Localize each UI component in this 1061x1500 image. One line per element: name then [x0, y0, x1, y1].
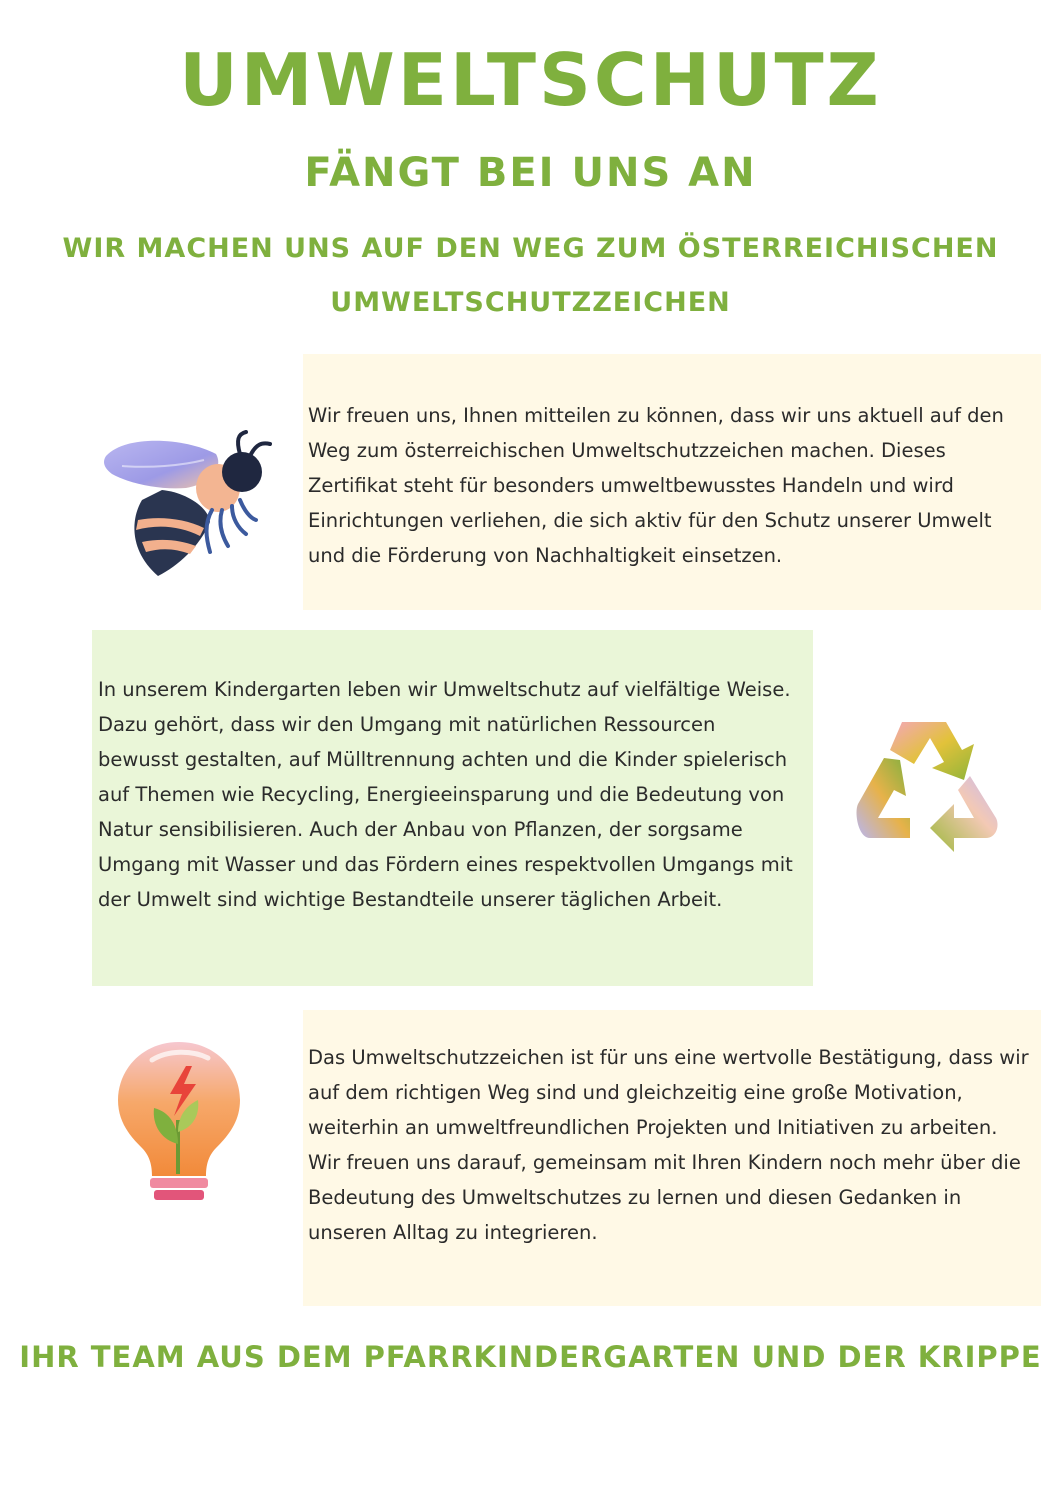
bee-icon [100, 428, 280, 580]
page-tagline: WIR MACHEN UNS AUF DEN WEG ZUM ÖSTERREICHISCHEN UMWELTSCHUTZZEICHEN [62, 233, 999, 318]
section-text-motivation: Das Umweltschutzzeichen ist für uns eine wertvolle Bestätigung, dass wir auf dem richtigen Weg sind und gleichzeitig eine große Motivation, weiterhin an umweltfreundlichen Projekten und Initiativen zu arbeiten. Wir freuen uns darauf, gemeinsam mit Ihren Kindern noch mehr über die Bedeutung des Umweltschutzes zu lernen und diesen Gedanken in unseren Alltag zu integrieren. [308, 1046, 1029, 1244]
lightbulb-plant-icon [112, 1036, 246, 1206]
section-text-certificate: Wir freuen uns, Ihnen mitteilen zu können, dass wir uns aktuell auf den Weg zum österreichischen Umweltschutzzeichen machen. Dieses Zertifikat steht für besonders umweltbewusstes Handeln und wird Einrichtungen verliehen, die sich aktiv für den Schutz unserer Umwelt und die Förderung von Nachhaltigkeit einsetzen. [308, 404, 1004, 567]
page-title: UMWELTSCHUTZ [179, 38, 882, 122]
page-subtitle: FÄNGT BEI UNS AN [304, 150, 757, 196]
signature: IHR TEAM AUS DEM PFARRKINDERGARTEN UND DER KRIPPE [19, 1340, 1042, 1374]
recycle-icon [850, 716, 1005, 861]
section-text-practice: In unserem Kindergarten leben wir Umweltschutz auf vielfältige Weise. Dazu gehört, dass wir den Umgang mit natürlichen Ressourcen bewusst gestalten, auf Mülltrennung achten und die Kinder spielerisch auf Themen wie Recycling, Energieeinsparung und die Bedeutung von Natur sensibilisieren. Auch der Anbau von Pflanzen, der sorgsame Umgang mit Wasser und das Fördern eines respektvollen Umgangs mit der Umwelt sind wichtige Bestandteile unserer täglichen Arbeit. [98, 678, 793, 911]
